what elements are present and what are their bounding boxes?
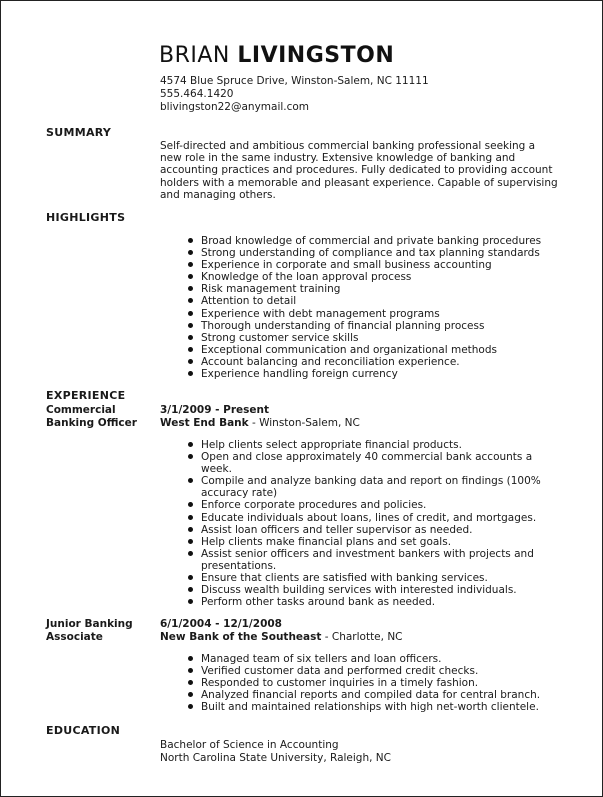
highlight-item: Experience in corporate and small business accounting	[188, 259, 558, 271]
last-name: LIVINGSTON	[237, 43, 395, 68]
job-header	[160, 404, 360, 430]
address: 4574 Blue Spruce Drive, Winston-Salem, NC 11111	[160, 75, 429, 87]
job-duty: Open and close approximately 40 commercial bank accounts a week.	[188, 451, 558, 475]
employer: West End Bank	[160, 417, 249, 429]
job-duty: Discuss wealth building services with interested individuals.	[188, 584, 558, 596]
highlight-item: Strong customer service skills	[188, 332, 558, 344]
job-duties-list	[188, 439, 558, 608]
job-duty: Compile and analyze banking data and report on findings (100% accuracy rate)	[188, 475, 558, 499]
highlight-item: Exceptional communication and organizational methods	[188, 344, 558, 356]
job-duty: Help clients make financial plans and set goals.	[188, 536, 558, 548]
highlight-item: Experience with debt management programs	[188, 308, 558, 320]
job-duty: Perform other tasks around bank as needed.	[188, 596, 558, 608]
highlight-item: Attention to detail	[188, 295, 558, 307]
experience-heading: EXPERIENCE	[46, 389, 126, 402]
job-duty: Help clients select appropriate financial products.	[188, 439, 558, 451]
highlight-item: Experience handling foreign currency	[188, 368, 558, 380]
job-duty: Responded to customer inquiries in a timely fashion.	[188, 677, 558, 689]
highlights-heading: HIGHLIGHTS	[46, 211, 126, 224]
job-duty: Analyzed financial reports and compiled data for central branch.	[188, 689, 558, 701]
job-duty: Educate individuals about loans, lines of credit, and mortgages.	[188, 512, 558, 524]
job-title: Commercial Banking Officer	[46, 404, 137, 429]
summary-heading: SUMMARY	[46, 126, 112, 139]
highlight-item: Risk management training	[188, 283, 558, 295]
phone: 555.464.1420	[160, 88, 234, 100]
job-location: - Charlotte, NC	[321, 631, 403, 643]
highlight-item: Strong understanding of compliance and tax planning standards	[188, 247, 558, 259]
school: North Carolina State University, Raleigh, NC	[160, 751, 391, 764]
contact-info	[160, 75, 429, 114]
job-title: Junior Banking Associate	[46, 618, 133, 643]
job-dates: 6/1/2004 - 12/1/2008	[160, 618, 282, 630]
education-heading: EDUCATION	[46, 724, 121, 737]
job-duty: Ensure that clients are satisfied with banking services.	[188, 572, 558, 584]
email: blivingston22@anymail.com	[160, 101, 310, 113]
highlight-item: Account balancing and reconciliation experience.	[188, 356, 558, 368]
education-details	[160, 739, 391, 764]
employer: New Bank of the Southeast	[160, 631, 322, 643]
candidate-name	[159, 43, 394, 68]
job-duties-list	[188, 653, 558, 713]
job-dates: 3/1/2009 - Present	[160, 404, 270, 416]
job-duty: Managed team of six tellers and loan officers.	[188, 653, 558, 665]
summary-text: Self-directed and ambitious commercial banking professional seeking a new role in the same industry. Extensive knowledge of banking and accounting practices and procedures. Fully dedicated to providing account holders with a memorable and pleasant experience. Capable of supervising and managing others.	[160, 140, 558, 201]
job-duty: Enforce corporate procedures and policies.	[188, 499, 558, 511]
job-duty: Built and maintained relationships with high net-worth clientele.	[188, 701, 558, 713]
highlight-item: Broad knowledge of commercial and private banking procedures	[188, 235, 558, 247]
degree: Bachelor of Science in Accounting	[160, 739, 339, 751]
highlight-item: Knowledge of the loan approval process	[188, 271, 558, 283]
job-duty: Assist loan officers and teller supervisor as needed.	[188, 524, 558, 536]
job-duty: Assist senior officers and investment bankers with projects and presentations.	[188, 548, 558, 572]
job-header	[160, 618, 403, 644]
highlight-item: Thorough understanding of financial planning process	[188, 320, 558, 332]
job-location: - Winston-Salem, NC	[248, 417, 360, 429]
job-duty: Verified customer data and performed credit checks.	[188, 665, 558, 677]
highlights-list	[188, 235, 558, 380]
first-name: BRIAN	[159, 43, 230, 68]
